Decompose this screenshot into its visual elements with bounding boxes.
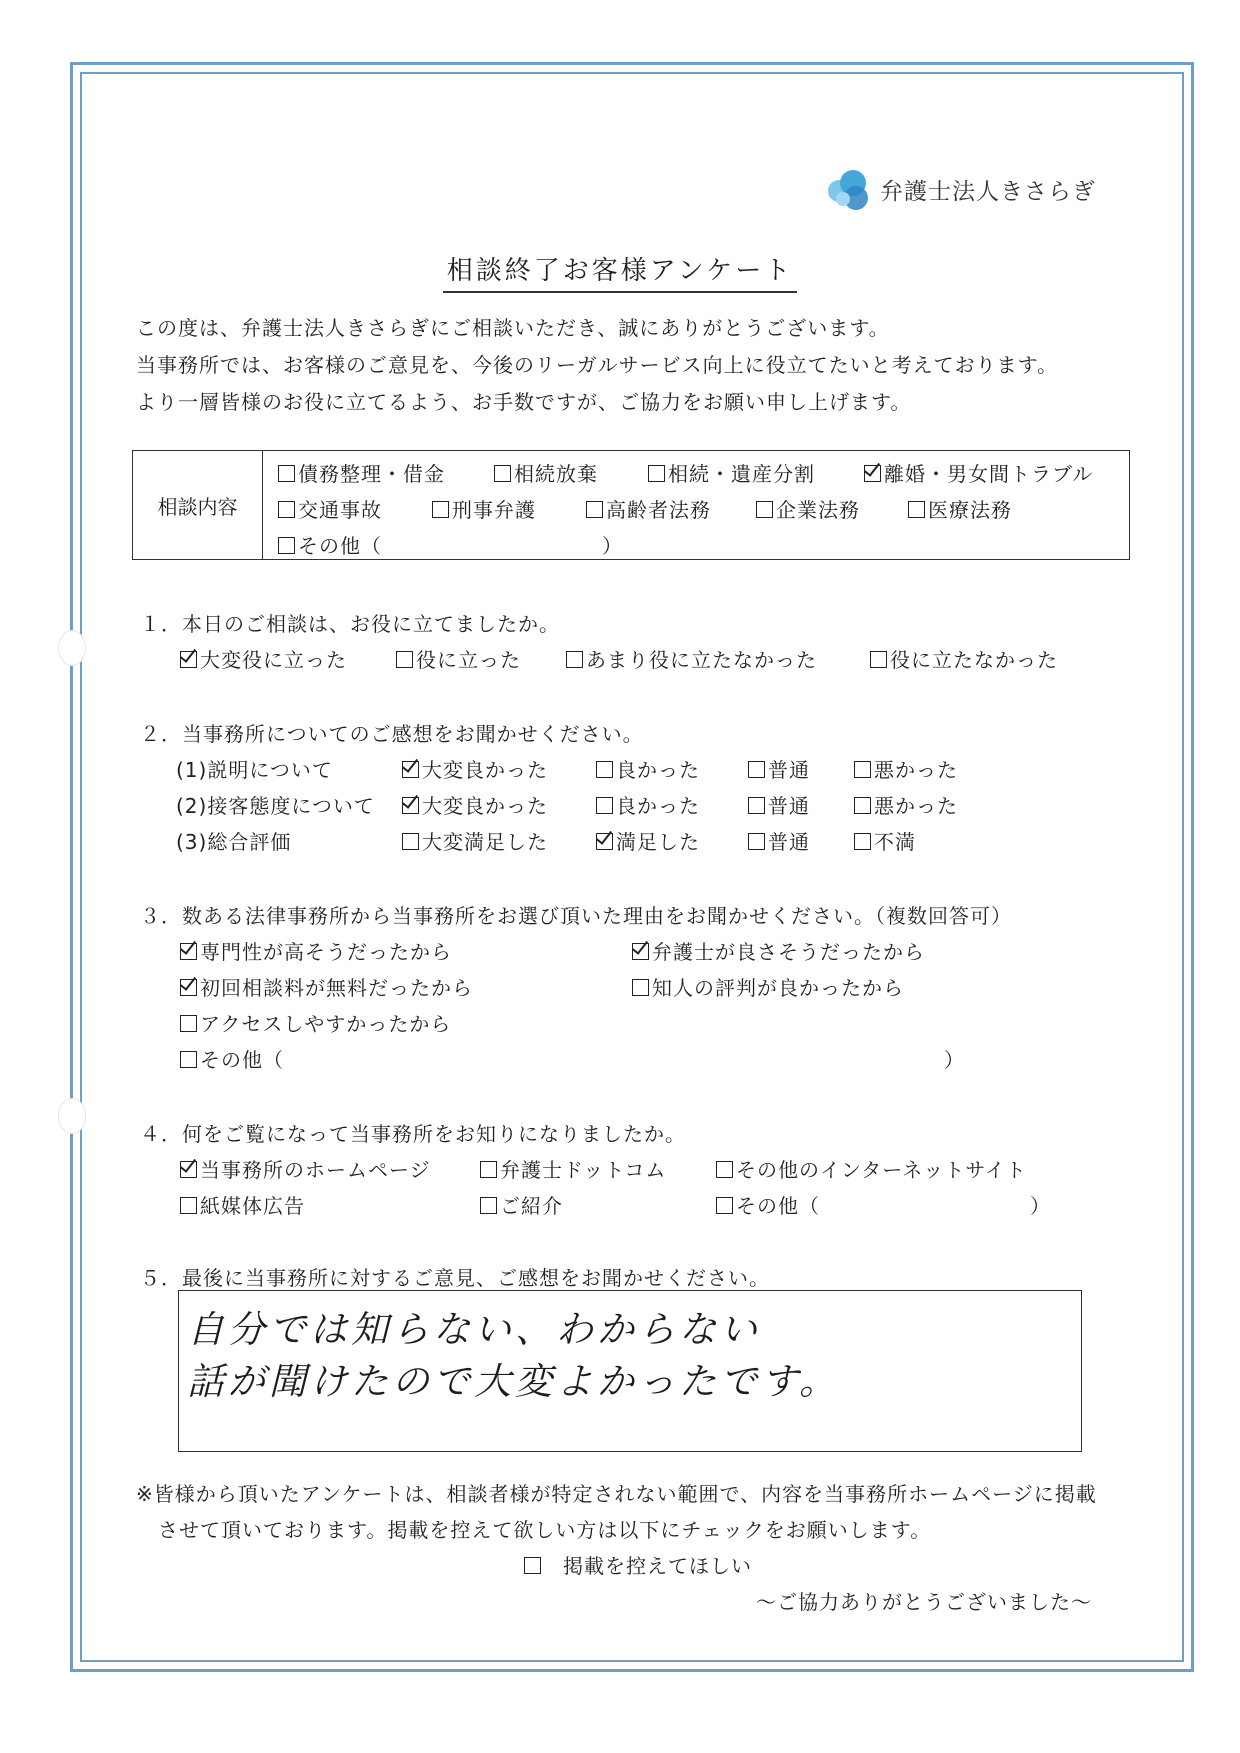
checkbox[interactable] [180, 979, 197, 996]
checkbox[interactable] [180, 1197, 197, 1214]
checkbox[interactable] [402, 761, 419, 778]
q2-row2-average[interactable]: 普通 [748, 790, 810, 819]
checkbox[interactable] [180, 1161, 197, 1178]
checkbox[interactable] [854, 833, 871, 850]
topic-corporate-law[interactable]: 企業法務 [756, 494, 860, 523]
q2-row3-very-satisfied[interactable]: 大変満足した [402, 826, 548, 855]
q3-option-access[interactable]: アクセスしやすかったから [180, 1008, 451, 1037]
checkbox[interactable] [480, 1161, 497, 1178]
footer-note-line-2: させて頂いております。掲載を控えて欲しい方は以下にチェックをお願いします。 [158, 1518, 932, 1542]
checkbox[interactable] [432, 501, 449, 518]
checkbox[interactable] [870, 651, 887, 668]
topic-divorce[interactable]: 離婚・男女間トラブル [864, 458, 1093, 487]
q2-row1-label: (1)説明について [176, 758, 333, 782]
checkbox[interactable] [716, 1161, 733, 1178]
circles-logo-icon [828, 168, 870, 210]
checkbox[interactable] [586, 501, 603, 518]
q2-row1-average[interactable]: 普通 [748, 754, 810, 783]
checkbox[interactable] [632, 943, 649, 960]
checkbox[interactable] [396, 651, 413, 668]
q2-row2-very-good[interactable]: 大変良かった [402, 790, 548, 819]
checkbox[interactable] [180, 651, 197, 668]
checkbox[interactable] [596, 797, 613, 814]
comment-line-2: 話が聞けたので大変よかったです。 [187, 1360, 841, 1403]
checkbox[interactable] [648, 465, 665, 482]
topic-criminal-defense[interactable]: 刑事弁護 [432, 494, 536, 523]
q2-row3-satisfied[interactable]: 満足した [596, 826, 700, 855]
topic-elderly-law[interactable]: 高齢者法務 [586, 494, 711, 523]
topic-traffic-accident[interactable]: 交通事故 [278, 494, 382, 523]
q3-option-other[interactable]: その他（ [180, 1044, 284, 1073]
checkbox[interactable] [864, 465, 881, 482]
topic-inheritance-division[interactable]: 相続・遺産分割 [648, 458, 815, 487]
q4-option-bengoshi-dotcom[interactable]: 弁護士ドットコム [480, 1154, 666, 1183]
checkbox[interactable] [908, 501, 925, 518]
punch-hole-top [58, 630, 86, 666]
checkbox[interactable] [524, 1557, 541, 1574]
q4-option-referral[interactable]: ご紹介 [480, 1190, 563, 1219]
thanks-message: ～ご協力ありがとうございました～ [756, 1590, 1092, 1614]
checkbox[interactable] [180, 943, 197, 960]
checkbox[interactable] [632, 979, 649, 996]
topic-medical-law[interactable]: 医療法務 [908, 494, 1012, 523]
q1-option-not-helpful[interactable]: 役に立たなかった [870, 644, 1058, 673]
q5-question: ５．最後に当事務所に対するご意見、ご感想をお聞かせください。 [140, 1266, 770, 1290]
checkbox[interactable] [596, 833, 613, 850]
q2-row3-label: (3)総合評価 [176, 830, 292, 854]
q4-question: ４．何をご覧になって当事務所をお知りになりましたか。 [140, 1122, 686, 1146]
topic-debt[interactable]: 債務整理・借金 [278, 458, 445, 487]
q4-option-other[interactable]: その他（ [716, 1190, 820, 1219]
footer-note-line-1: ※皆様から頂いたアンケートは、相談者様が特定されない範囲で、内容を当事務所ホームページに掲載 [136, 1482, 1097, 1506]
comment-line-1: 自分では知らない、わからない [187, 1308, 761, 1351]
q1-option-helpful[interactable]: 役に立った [396, 644, 521, 673]
topic-inheritance-renounce[interactable]: 相続放棄 [494, 458, 598, 487]
q4-option-homepage[interactable]: 当事務所のホームページ [180, 1154, 431, 1183]
q2-row1-very-good[interactable]: 大変良かった [402, 754, 548, 783]
topic-other-close: ） [602, 534, 623, 558]
q1-question: １．本日のご相談は、お役に立てましたか。 [140, 612, 560, 636]
q2-row3-dissatisfied[interactable]: 不満 [854, 826, 916, 855]
checkbox[interactable] [180, 1015, 197, 1032]
q3-option-expertise[interactable]: 専門性が高そうだったから [180, 936, 452, 965]
checkbox[interactable] [494, 465, 511, 482]
q3-question: ３．数ある法律事務所から当事務所をお選び頂いた理由をお聞かせください。（複数回答可） [140, 904, 1012, 928]
checkbox[interactable] [278, 537, 295, 554]
comment-textarea[interactable] [178, 1290, 1082, 1452]
intro-line-1: この度は、弁護士法人きさらぎにご相談いただき、誠にありがとうございます。 [136, 316, 890, 340]
topic-other[interactable]: その他（ [278, 530, 382, 559]
checkbox[interactable] [748, 833, 765, 850]
checkbox[interactable] [748, 761, 765, 778]
q2-row1-good[interactable]: 良かった [596, 754, 700, 783]
q2-row3-average[interactable]: 普通 [748, 826, 810, 855]
checkbox[interactable] [756, 501, 773, 518]
intro-line-2: 当事務所では、お客様のご意見を、今後のリーガルサービス向上に役立てたいと考えております。 [136, 353, 1058, 377]
topics-label: 相談内容 [133, 451, 263, 559]
q1-option-very-helpful[interactable]: 大変役に立った [180, 644, 347, 673]
checkbox[interactable] [748, 797, 765, 814]
firm-logo [828, 168, 1096, 210]
q4-option-print-ad[interactable]: 紙媒体広告 [180, 1190, 305, 1219]
q3-option-reputation[interactable]: 知人の評判が良かったから [632, 972, 904, 1001]
q3-other-close: ） [944, 1048, 965, 1072]
checkbox[interactable] [566, 651, 583, 668]
checkbox[interactable] [278, 501, 295, 518]
checkbox[interactable] [480, 1197, 497, 1214]
intro-line-3: より一層皆様のお役に立てるよう、お手数ですが、ご協力をお願い申し上げます。 [136, 390, 912, 414]
checkbox[interactable] [180, 1051, 197, 1068]
firm-name: 弁護士法人きさらぎ [880, 178, 1096, 205]
checkbox[interactable] [402, 797, 419, 814]
q2-row2-good[interactable]: 良かった [596, 790, 700, 819]
survey-title: 相談終了お客様アンケート [0, 250, 1240, 293]
checkbox[interactable] [854, 797, 871, 814]
q2-question: ２．当事務所についてのご感想をお聞かせください。 [140, 722, 644, 746]
q4-option-other-website[interactable]: その他のインターネットサイト [716, 1154, 1027, 1183]
checkbox[interactable] [716, 1197, 733, 1214]
checkbox[interactable] [278, 465, 295, 482]
punch-hole-bottom [58, 1098, 86, 1134]
checkbox[interactable] [596, 761, 613, 778]
q2-row2-label: (2)接客態度について [176, 794, 375, 818]
q3-option-good-lawyer[interactable]: 弁護士が良さそうだったから [632, 936, 925, 965]
q2-row1-bad[interactable]: 悪かった [854, 754, 958, 783]
optout-checkbox-option[interactable]: 掲載を控えてほしい [524, 1550, 752, 1579]
checkbox[interactable] [402, 833, 419, 850]
q3-option-free-consultation[interactable]: 初回相談料が無料だったから [180, 972, 473, 1001]
q2-row2-bad[interactable]: 悪かった [854, 790, 958, 819]
q4-other-close: ） [1030, 1194, 1051, 1218]
q1-option-not-very-helpful[interactable]: あまり役に立たなかった [566, 644, 817, 673]
checkbox[interactable] [854, 761, 871, 778]
